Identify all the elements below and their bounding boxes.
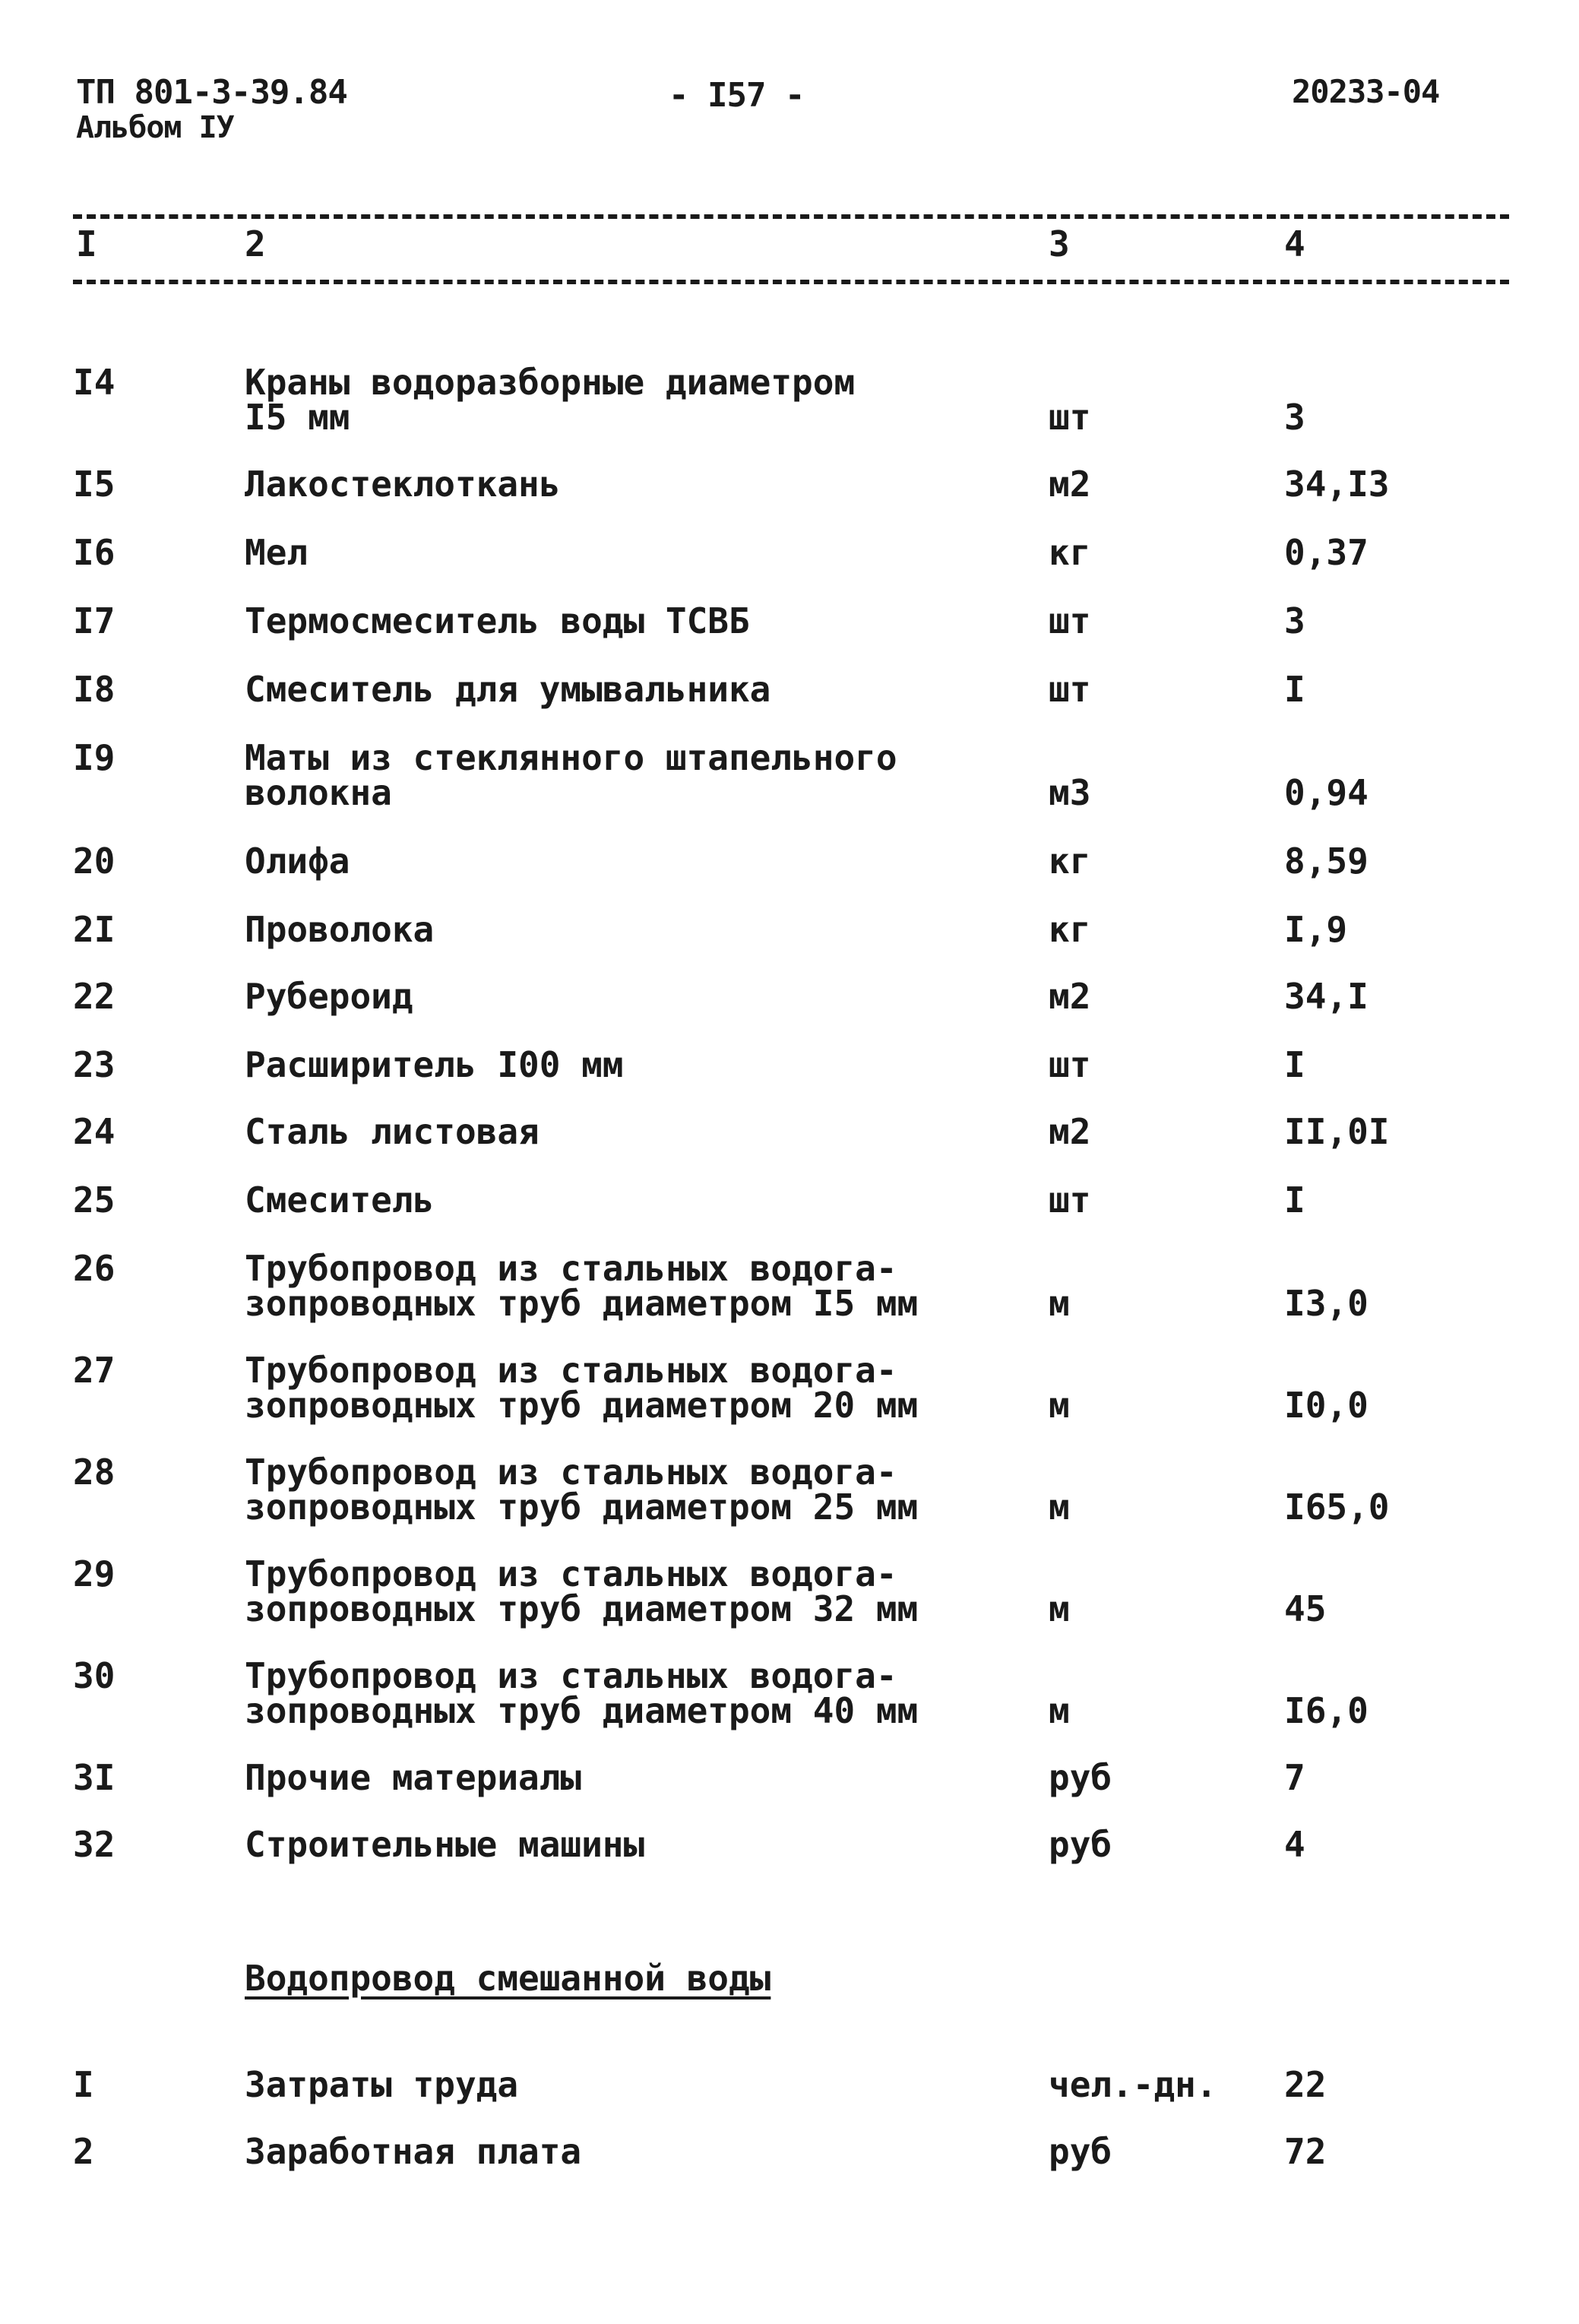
row-number: I4 bbox=[73, 362, 115, 403]
row-unit: шт bbox=[1049, 1179, 1091, 1221]
row-quantity: I0,0 bbox=[1284, 1385, 1369, 1426]
row-name: Трубопровод из стальных водога- зопроводных труб диаметром 40 мм bbox=[245, 1655, 919, 1731]
table-row bbox=[0, 976, 1579, 1017]
table-header-top-rule bbox=[73, 214, 1509, 219]
sheet-code: 20233-04 bbox=[1292, 73, 1440, 110]
row-number: 24 bbox=[73, 1111, 115, 1152]
row-unit: м bbox=[1049, 1385, 1070, 1426]
table-row bbox=[0, 1757, 1579, 1798]
row-quantity: 7 bbox=[1284, 1757, 1305, 1798]
row-name: Трубопровод из стальных водога- зопроводных труб диаметром 32 мм bbox=[245, 1553, 919, 1629]
row-unit: шт bbox=[1049, 1044, 1091, 1085]
table-row bbox=[0, 909, 1579, 950]
row-unit: м2 bbox=[1049, 1111, 1091, 1152]
row-name: Трубопровод из стальных водога- зопроводных труб диаметром I5 мм bbox=[245, 1248, 919, 1324]
table-row bbox=[0, 1044, 1579, 1085]
row-unit: кг bbox=[1049, 841, 1091, 882]
table-row bbox=[0, 1179, 1579, 1221]
row-quantity: 4 bbox=[1284, 1824, 1305, 1865]
row-number: I bbox=[73, 2064, 94, 2105]
row-quantity: 8,59 bbox=[1284, 841, 1369, 882]
table-row bbox=[0, 1655, 1579, 1731]
row-number: 22 bbox=[73, 976, 115, 1017]
row-name: Трубопровод из стальных водога- зопроводных труб диаметром 25 мм bbox=[245, 1452, 919, 1528]
table-row bbox=[0, 532, 1579, 573]
row-name: Расширитель I00 мм bbox=[245, 1044, 624, 1085]
table-row bbox=[0, 1111, 1579, 1152]
row-unit: шт bbox=[1049, 669, 1091, 710]
document-code: ТП 801-3-39.84 bbox=[76, 73, 347, 112]
row-quantity: I3,0 bbox=[1284, 1283, 1369, 1324]
row-quantity: I,9 bbox=[1284, 909, 1348, 950]
row-quantity: 0,94 bbox=[1284, 772, 1369, 813]
row-number: 3I bbox=[73, 1757, 115, 1798]
row-name: Краны водоразборные диаметром I5 мм bbox=[245, 362, 856, 438]
row-quantity: 0,37 bbox=[1284, 532, 1369, 573]
table-row bbox=[0, 1824, 1579, 1865]
row-number: 2 bbox=[73, 2131, 94, 2172]
table-row bbox=[0, 1350, 1579, 1426]
row-name: Проволока bbox=[245, 909, 435, 950]
row-name: Смеситель для умывальника bbox=[245, 669, 771, 710]
section-row bbox=[0, 2131, 1579, 2172]
row-unit: м bbox=[1049, 1283, 1070, 1324]
row-name: Затраты труда bbox=[245, 2064, 519, 2105]
row-quantity: 22 bbox=[1284, 2064, 1327, 2105]
table-header-bottom-rule bbox=[73, 280, 1509, 284]
row-number: 30 bbox=[73, 1655, 115, 1696]
row-name: Трубопровод из стальных водога- зопроводных труб диаметром 20 мм bbox=[245, 1350, 919, 1426]
column-header-3: 3 bbox=[1049, 223, 1070, 264]
row-name: Рубероид bbox=[245, 976, 413, 1017]
table-row bbox=[0, 464, 1579, 505]
page-number: - I57 - bbox=[669, 76, 805, 115]
column-header-2: 2 bbox=[245, 223, 266, 264]
row-quantity: 3 bbox=[1284, 600, 1305, 641]
section-title: Водопровод смешанной воды bbox=[245, 1958, 771, 1999]
row-quantity: I65,0 bbox=[1284, 1487, 1390, 1528]
table-row bbox=[0, 1553, 1579, 1629]
row-number: 23 bbox=[73, 1044, 115, 1085]
column-header-1: I bbox=[76, 223, 97, 264]
album-label: Альбом IУ bbox=[76, 110, 234, 145]
row-number: I5 bbox=[73, 464, 115, 505]
row-name: Прочие материалы bbox=[245, 1757, 582, 1798]
row-quantity: II,0I bbox=[1284, 1111, 1390, 1152]
row-name: Строительные машины bbox=[245, 1824, 645, 1865]
table-row bbox=[0, 669, 1579, 710]
row-quantity: 34,I bbox=[1284, 976, 1369, 1017]
table-row bbox=[0, 841, 1579, 882]
row-number: 27 bbox=[73, 1350, 115, 1391]
row-number: I9 bbox=[73, 737, 115, 778]
row-unit: шт bbox=[1049, 397, 1091, 438]
row-quantity: 34,I3 bbox=[1284, 464, 1390, 505]
row-name: Сталь листовая bbox=[245, 1111, 540, 1152]
row-quantity: I bbox=[1284, 1044, 1305, 1085]
row-number: I8 bbox=[73, 669, 115, 710]
table-row bbox=[0, 362, 1579, 438]
row-number: I6 bbox=[73, 532, 115, 573]
row-unit: м2 bbox=[1049, 976, 1091, 1017]
table-row bbox=[0, 600, 1579, 641]
row-unit: кг bbox=[1049, 532, 1091, 573]
section-row bbox=[0, 2064, 1579, 2105]
row-unit: м2 bbox=[1049, 464, 1091, 505]
row-unit: чел.-дн. bbox=[1049, 2064, 1217, 2105]
row-quantity: 72 bbox=[1284, 2131, 1327, 2172]
row-quantity: I bbox=[1284, 669, 1305, 710]
row-unit: м3 bbox=[1049, 772, 1091, 813]
row-number: 32 bbox=[73, 1824, 115, 1865]
row-name: Олифа bbox=[245, 841, 350, 882]
row-quantity: 45 bbox=[1284, 1588, 1327, 1629]
row-name: Термосмеситель воды ТСВБ bbox=[245, 600, 750, 641]
row-quantity: I6,0 bbox=[1284, 1690, 1369, 1731]
row-name: Смеситель bbox=[245, 1179, 435, 1221]
row-unit: руб bbox=[1049, 1757, 1112, 1798]
row-number: 28 bbox=[73, 1452, 115, 1493]
row-name: Мел bbox=[245, 532, 309, 573]
row-unit: шт bbox=[1049, 600, 1091, 641]
row-unit: м bbox=[1049, 1690, 1070, 1731]
row-number: I7 bbox=[73, 600, 115, 641]
table-row bbox=[0, 1452, 1579, 1528]
row-unit: руб bbox=[1049, 2131, 1112, 2172]
row-name: Заработная плата bbox=[245, 2131, 582, 2172]
row-number: 29 bbox=[73, 1553, 115, 1594]
table-row bbox=[0, 737, 1579, 813]
row-unit: кг bbox=[1049, 909, 1091, 950]
table-row bbox=[0, 1248, 1579, 1324]
row-unit: м bbox=[1049, 1487, 1070, 1528]
row-number: 26 bbox=[73, 1248, 115, 1289]
row-name: Маты из стеклянного штапельного волокна bbox=[245, 737, 897, 813]
row-number: 25 bbox=[73, 1179, 115, 1221]
row-name: Лакостеклоткань bbox=[245, 464, 561, 505]
row-number: 2I bbox=[73, 909, 115, 950]
row-quantity: I bbox=[1284, 1179, 1305, 1221]
row-number: 20 bbox=[73, 841, 115, 882]
column-header-4: 4 bbox=[1284, 223, 1305, 264]
row-unit: руб bbox=[1049, 1824, 1112, 1865]
row-quantity: 3 bbox=[1284, 397, 1305, 438]
row-unit: м bbox=[1049, 1588, 1070, 1629]
